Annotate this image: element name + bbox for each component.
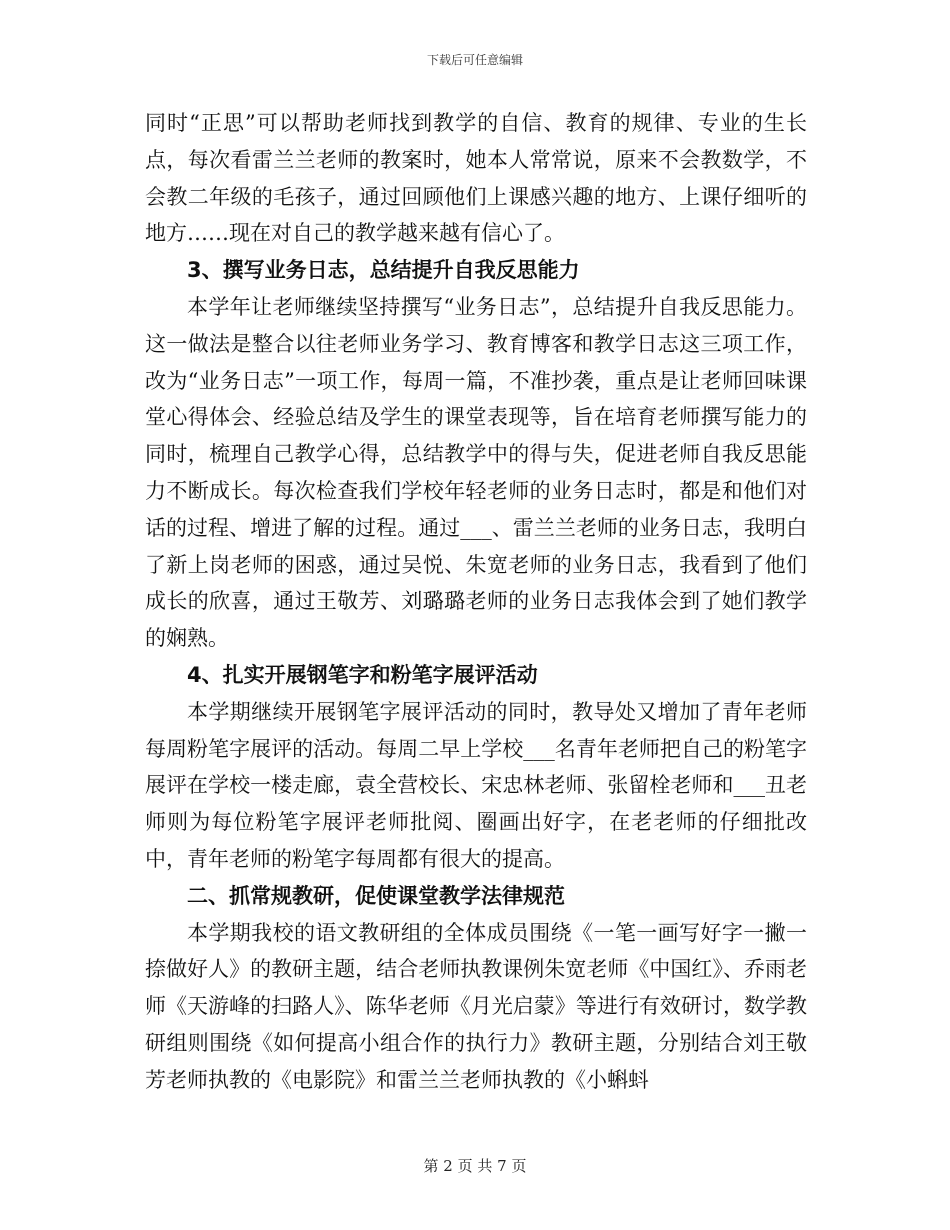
paragraph-reflection-confidence: 同时“正思”可以帮助老师找到教学的自信、教育的规律、专业的生长点，每次看雷兰兰老师的教案时，她本人常常说，原来不会教数学，不会教二年级的毛孩子，通过回顾他们上课感兴趣的地方、上课仔细听的地方……现在对自己的教学越来越有信心了。 — [145, 111, 807, 246]
header-text: 下载后可任意编辑 — [426, 53, 523, 67]
section-heading-business-log: 3、撰写业务日志，总结提升自我反思能力 — [187, 258, 580, 283]
section-heading-routine-research: 二、抓常规教研，促使课堂教学法律规范 — [187, 883, 565, 908]
paragraph-business-log: 本学年让老师继续坚持撰写“业务日志”，总结提升自我反思能力。这一做法是整合以往老师业务学习、教育博客和教学日志这三项工作，改为“业务日志”一项工作，每周一篇，不准抄袭，重点是让老师回味课堂心得体会、经验总结及学生的课堂表现等，旨在培育老师撰写能力的同时，梳理自己教学心得，总结教学中的得与失，促进老师自我反思能力不断成长。每次检查我们学校年轻老师的业务日志时，都是和他们对话的过程、增进了解的过程。通过___、雷兰兰老师的业务日志，我明白了新上岗老师的困惑，通过吴悦、朱宽老师的业务日志，我看到了他们成长的欣喜，通过王敬芳、刘璐璐老师的业务日志我体会到了她们教学的娴熟。 — [145, 294, 807, 651]
page-footer — [0, 1156, 950, 1176]
document-body — [145, 105, 807, 1099]
page-header — [0, 52, 950, 68]
section-heading-calligraphy: 4、扎实开展钢笔字和粉笔字展评活动 — [187, 662, 538, 687]
paragraph-teaching-research: 本学期我校的语文教研组的全体成员围绕《一笔一画写好字一撇一捺做好人》的教研主题，结合老师执教课例朱宽老师《中国红》、乔雨老师《天游峰的扫路人》、陈华老师《月光启蒙》等进行有效研讨，数学教研组则围绕《如何提高小组合作的执行力》教研主题，分别结合刘王敬芳老师执教的《电影院》和雷兰兰老师执教的《小蝌蚪 — [145, 920, 807, 1092]
page-number: 第 2 页 共 7 页 — [423, 1157, 527, 1175]
paragraph-calligraphy: 本学期继续开展钢笔字展评活动的同时，教导处又增加了青年老师每周粉笔字展评的活动。每周二早上学校___名青年老师把自己的粉笔字展评在学校一楼走廊，袁全营校长、宋忠林老师、张留栓老师和___丑老师则为每位粉笔字展评老师批阅、圈画出好字，在老老师的仔细批改中，青年老师的粉笔字每周都有很大的提高。 — [145, 699, 807, 871]
